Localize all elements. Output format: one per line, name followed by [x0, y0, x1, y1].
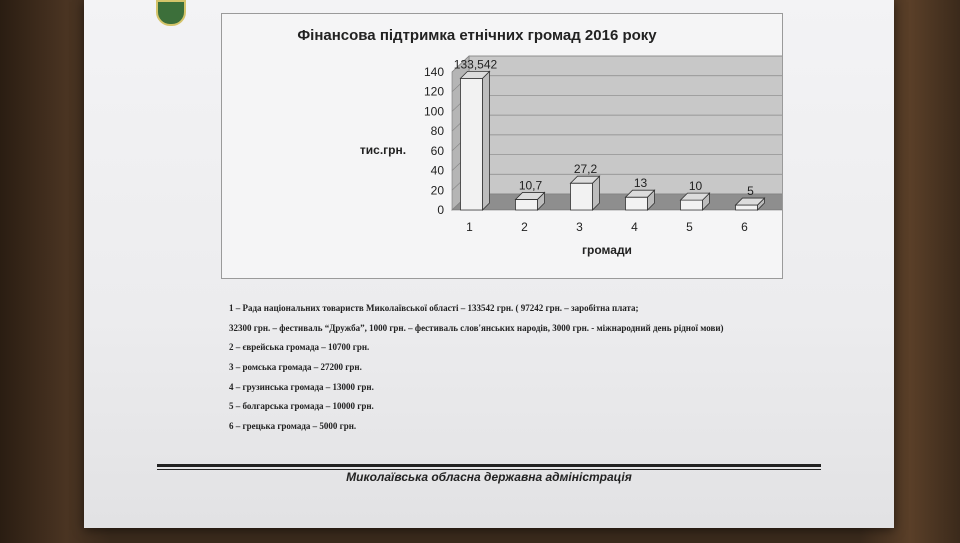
chart-floor — [452, 194, 782, 210]
x-tick-label: 3 — [576, 220, 583, 234]
bar-chart — [222, 14, 782, 278]
legend-notes — [229, 303, 869, 441]
bar-side — [483, 71, 490, 210]
legend-line: 2 – єврейська громада – 10700 грн. — [229, 342, 370, 353]
data-label: 133,542 — [453, 57, 498, 72]
legend-line: 3 – ромська громада – 27200 грн. — [229, 362, 362, 373]
footer-rule — [157, 464, 821, 467]
bar-face — [681, 200, 703, 210]
coat-of-arms-emblem — [156, 0, 186, 26]
paper-sheet — [84, 0, 894, 528]
x-tick-label: 2 — [521, 220, 528, 234]
footer-organization: Миколаївська обласна державна адміністрація — [346, 470, 632, 484]
legend-line: 5 – болгарська громада – 10000 грн. — [229, 401, 374, 412]
legend-line: 32300 грн. – фестиваль “Дружба”, 1000 грн. – фестиваль слов'янських народів, 3000 грн. - міжнародний день рідної мови) — [229, 322, 724, 333]
y-axis-label: тис.грн. — [359, 143, 407, 157]
chart-frame — [221, 13, 783, 279]
data-label: 13 — [633, 176, 648, 191]
x-tick-label: 6 — [741, 220, 748, 234]
y-tick-label: 120 — [423, 84, 444, 99]
bar-face — [736, 205, 758, 210]
data-label: 10 — [688, 179, 703, 194]
bar-face — [516, 199, 538, 210]
chart-back-wall — [469, 56, 782, 194]
data-label: 10,7 — [518, 178, 543, 193]
bar-face — [626, 197, 648, 210]
y-tick-label: 140 — [423, 65, 444, 79]
legend-line: 1 – Рада національних товариств Миколаївської області – 133542 грн. ( 97242 грн. – заробітна плата; — [229, 303, 639, 313]
legend-line: 6 – грецька громада – 5000 грн. — [229, 421, 357, 432]
data-label: 27,2 — [573, 162, 598, 177]
y-tick-label: 60 — [430, 143, 444, 158]
chart-title: Фінансова підтримка етнічних громад 2016 року — [297, 27, 657, 44]
bar-face — [571, 183, 593, 210]
x-axis-label: громади — [582, 243, 632, 257]
y-tick-label: 80 — [430, 124, 444, 139]
data-label: 5 — [747, 184, 754, 199]
bar-face — [461, 78, 483, 210]
y-tick-label: 40 — [430, 163, 444, 178]
y-tick-label: 100 — [423, 104, 444, 119]
x-tick-label: 4 — [631, 220, 638, 234]
y-tick-label: 20 — [430, 183, 444, 198]
y-tick-label: 0 — [437, 203, 444, 217]
legend-line: 4 – грузинська громада – 13000 грн. — [229, 381, 374, 392]
x-tick-label: 1 — [466, 220, 473, 234]
x-tick-label: 5 — [686, 220, 693, 234]
